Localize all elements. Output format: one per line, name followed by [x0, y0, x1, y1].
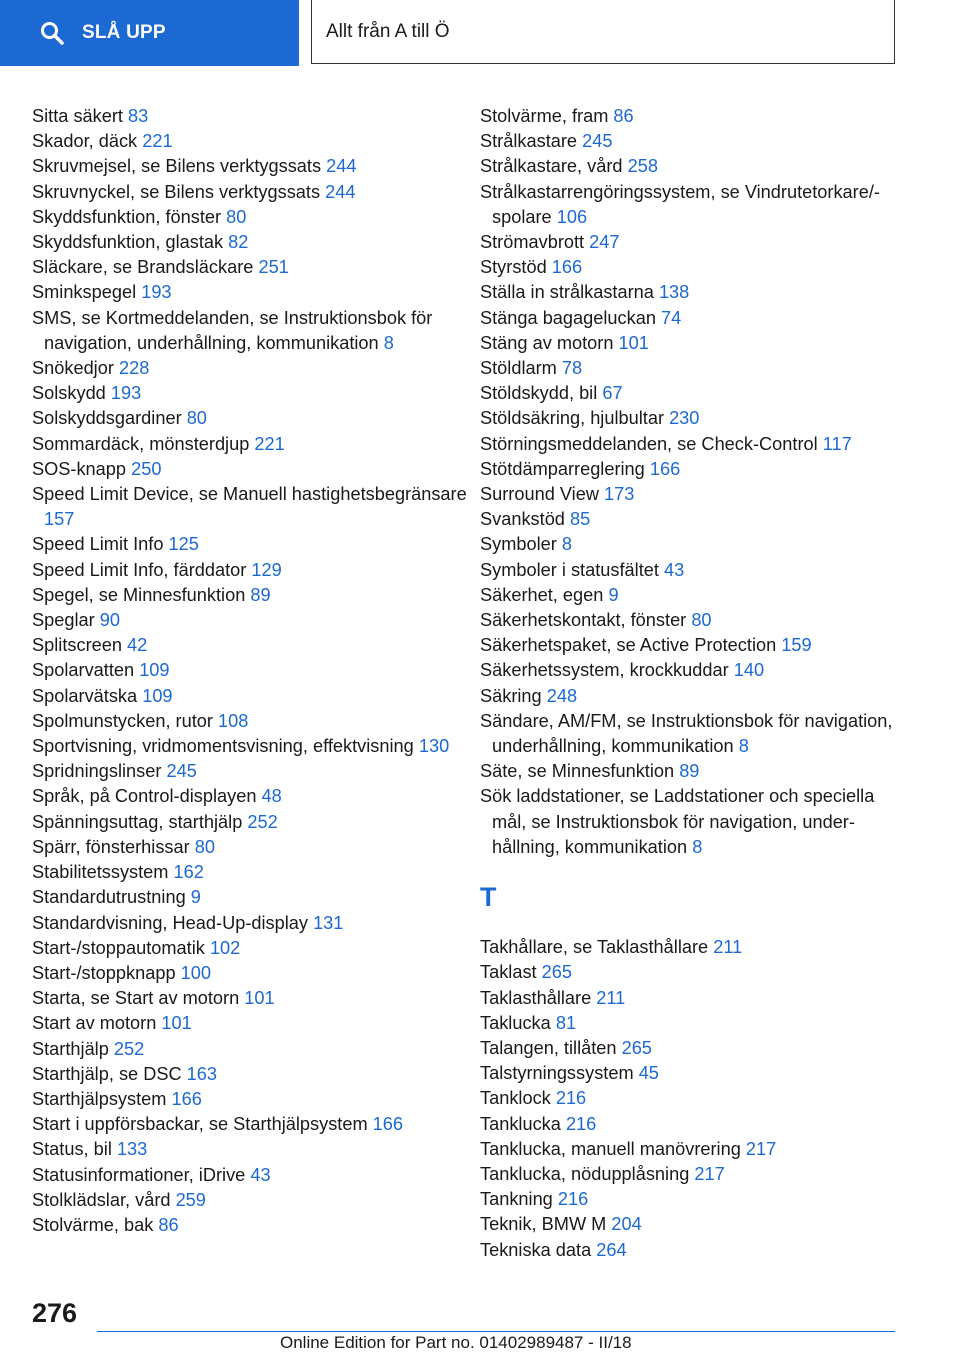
page-reference-link[interactable]: 250	[131, 458, 162, 479]
index-entry-text: Säkerhetskontakt, fönster	[480, 610, 687, 631]
page-reference-link[interactable]: 264	[596, 1239, 627, 1260]
index-entry	[32, 1062, 472, 1087]
index-entry-text: Säkerhetspaket, se Active Protection	[480, 635, 777, 656]
index-entry-text: Talangen, tillåten	[480, 1037, 617, 1058]
index-entry	[480, 180, 900, 230]
index-entry-text: Släckare, se Brandsläckare	[32, 257, 254, 278]
page-reference-link[interactable]: 86	[613, 106, 634, 126]
page-reference-link[interactable]: 157	[44, 509, 75, 530]
page-reference-link[interactable]: 216	[557, 1189, 589, 1210]
index-entry-text: Symboler i statusfältet	[480, 559, 659, 580]
index-entry-text: Stötdämparreglering	[480, 458, 645, 479]
index-entry-text: Snökedjor	[32, 358, 114, 379]
page-reference-link[interactable]: 85	[570, 509, 591, 530]
page-reference-link[interactable]: 252	[247, 811, 278, 832]
index-entry-text: Språk, på Control-displayen	[32, 786, 257, 807]
page-reference-link[interactable]: 101	[244, 988, 275, 1009]
index-entry-text: Strålkastare, vård	[480, 156, 623, 177]
page-reference-link[interactable]: 247	[589, 232, 620, 253]
page-reference-link[interactable]: 101	[618, 332, 649, 353]
index-entry-text: Symboler	[480, 534, 557, 555]
index-entry	[480, 1187, 900, 1212]
index-entry-text: Tanklucka	[480, 1113, 561, 1134]
page-reference-link[interactable]: 8	[692, 836, 703, 857]
page-reference-link[interactable]: 216	[565, 1113, 597, 1134]
index-entry	[32, 532, 472, 557]
page-reference-link[interactable]: 86	[158, 1214, 179, 1235]
index-entry	[32, 1188, 472, 1213]
page-reference-link[interactable]: 80	[186, 408, 207, 429]
index-entry	[32, 129, 472, 154]
page-reference-link[interactable]: 228	[118, 358, 150, 379]
index-entry	[32, 633, 472, 658]
page-reference-link[interactable]: 248	[546, 685, 578, 706]
page-reference-link[interactable]: 117	[822, 433, 852, 454]
search-button[interactable]	[0, 0, 299, 66]
index-entry	[480, 1137, 900, 1162]
index-entry-text: Skyddsfunktion, glastak	[32, 232, 224, 253]
page-reference-link[interactable]: 106	[556, 206, 588, 227]
index-entry	[32, 658, 472, 683]
index-entry-text: Säkerhetssystem, krockkuddar	[480, 660, 729, 681]
index-entry	[32, 154, 472, 179]
page-reference-link[interactable]: 166	[372, 1114, 404, 1135]
index-entry-text: Stöldskydd, bil	[480, 383, 598, 404]
search-button-label: SLÅ UPP	[82, 22, 166, 43]
index-entry	[32, 1137, 472, 1162]
index-entry	[480, 986, 900, 1011]
page-reference-link[interactable]: 221	[254, 433, 285, 454]
index-entry	[32, 810, 472, 835]
index-entry	[480, 129, 900, 154]
index-entry	[480, 784, 900, 860]
page-reference-link[interactable]: 83	[128, 106, 149, 126]
page-reference-link[interactable]: 259	[175, 1189, 206, 1210]
index-entry	[32, 583, 472, 608]
index-entry-text: Start-/stoppautomatik	[32, 937, 205, 958]
page-reference-link[interactable]: 216	[555, 1088, 587, 1109]
index-entry-text: Strömavbrott	[480, 232, 585, 253]
index-entry-text: Stänga bagageluckan	[480, 307, 656, 328]
index-entry	[480, 381, 900, 406]
index-entry-text: Skruvnyckel, se Bilens verktygssats	[32, 181, 321, 202]
index-entry-text: Taklasthållare	[480, 987, 592, 1008]
index-entry-text: Sportvisning, vridmomentsvisning, effektvisning	[32, 736, 414, 757]
page-reference-link[interactable]: 108	[218, 710, 249, 731]
index-entry-text: Stolvärme, fram	[480, 106, 609, 126]
index-entry-text: Säte, se Minnesfunktion	[480, 761, 675, 782]
page-reference-link[interactable]: 265	[541, 962, 573, 983]
page-reference-link[interactable]: 230	[669, 408, 700, 429]
index-entry-text: Start-/stoppknapp	[32, 962, 176, 983]
index-entry	[480, 608, 900, 633]
page-reference-link[interactable]: 217	[694, 1163, 725, 1184]
index-entry	[480, 406, 900, 431]
page-reference-link[interactable]: 8	[561, 534, 573, 555]
index-entry-text: Spolmunstycken, rutor	[32, 710, 213, 731]
index-entry-text: Skruvmejsel, se Bilens verktygssats	[32, 156, 322, 177]
page-reference-link[interactable]: 244	[325, 181, 356, 202]
page-reference-link[interactable]: 45	[638, 1063, 659, 1084]
index-entry	[480, 558, 900, 583]
page-reference-link[interactable]: 109	[139, 660, 170, 681]
index-entry	[480, 356, 900, 381]
index-entry-text: Tekniska data	[480, 1239, 592, 1260]
index-entry	[480, 154, 900, 179]
index-entry-text: Styrstöd	[480, 257, 547, 278]
index-entry	[480, 658, 900, 683]
index-entry-text: Spridningslinser	[32, 761, 162, 782]
index-entry	[32, 1087, 472, 1112]
index-entry-text: SMS, se Kortmeddelanden, se Instruktionsbok för navigation, underhållning, kommunikation	[32, 307, 433, 353]
index-entry	[32, 180, 472, 205]
index-entry-text: Solskydd	[32, 383, 106, 404]
page-reference-link[interactable]: 140	[733, 660, 765, 681]
page-reference-link[interactable]: 81	[555, 1012, 577, 1033]
index-entry	[480, 230, 900, 255]
index-entry-text: Solskyddsgardiner	[32, 408, 182, 429]
index-entry-text: Spolarvatten	[32, 660, 135, 681]
page-reference-link[interactable]: 67	[602, 383, 623, 404]
index-entry-text: Speed Limit Info	[32, 534, 164, 555]
page-reference-link[interactable]: 252	[113, 1038, 145, 1059]
index-entry	[32, 860, 472, 885]
index-entry	[32, 1037, 472, 1062]
page-reference-link[interactable]: 43	[663, 559, 685, 580]
index-entry	[480, 583, 900, 608]
index-entry	[480, 507, 900, 532]
page-reference-link[interactable]: 173	[604, 484, 635, 505]
page-reference-link[interactable]: 78	[561, 358, 583, 379]
page-reference-link[interactable]: 102	[209, 937, 241, 958]
index-entry-text: Säkerhet, egen	[480, 584, 604, 605]
page-reference-link[interactable]: 48	[261, 786, 282, 807]
index-entry-text: Skyddsfunktion, fönster	[32, 206, 222, 227]
index-entry-text: Strålkastarrengöringssystem, se Vindrutetorkare/-spolare	[480, 181, 880, 227]
index-entry	[32, 784, 472, 809]
page-reference-link[interactable]: 80	[194, 836, 215, 857]
index-entry	[480, 960, 900, 985]
page-reference-link[interactable]: 166	[171, 1088, 202, 1109]
index-entry-text: Surround View	[480, 484, 599, 505]
index-entry-text: Talstyrningssystem	[480, 1063, 634, 1084]
index-entry	[480, 1061, 900, 1086]
page-reference-link[interactable]: 163	[186, 1063, 218, 1084]
page-reference-link[interactable]: 211	[596, 987, 626, 1008]
page-reference-link[interactable]: 258	[627, 156, 658, 177]
index-entry-text: Säkring	[480, 685, 542, 706]
search-icon	[40, 21, 64, 45]
index-entry-text: Starthjälp	[32, 1038, 109, 1059]
index-letter-heading: T	[480, 882, 497, 913]
index-entry	[32, 280, 472, 305]
page-reference-link[interactable]: 101	[161, 1013, 192, 1034]
index-entry	[480, 482, 900, 507]
index-entry-text: Starta, se Start av motorn	[32, 988, 240, 1009]
index-entry	[32, 885, 472, 910]
page-reference-link[interactable]: 244	[326, 156, 357, 177]
index-entry-text: Spolarvätska	[32, 685, 138, 706]
page-reference-link[interactable]: 9	[608, 584, 619, 605]
index-entry	[480, 457, 900, 482]
index-entry-text: Tanklock	[480, 1088, 551, 1109]
page-reference-link[interactable]: 89	[250, 584, 271, 605]
index-entry	[32, 255, 472, 280]
index-entry-text: Tankning	[480, 1189, 553, 1210]
index-entry	[32, 104, 472, 129]
page-reference-link[interactable]: 8	[383, 332, 394, 353]
index-entry-text: Status, bil	[32, 1139, 112, 1160]
index-entry-text: Speed Limit Device, se Manuell hastighetsbegränsare	[32, 484, 467, 505]
index-entry	[480, 1036, 900, 1061]
index-entry-text: Spänningsuttag, starthjälp	[32, 811, 243, 832]
index-entry-text: Stabilitetssystem	[32, 862, 169, 883]
index-entry	[32, 381, 472, 406]
index-entry-text: Start i uppförsbackar, se Starthjälpsystem	[32, 1114, 368, 1135]
index-entry	[480, 104, 900, 129]
index-entry	[32, 1163, 472, 1188]
page-reference-link[interactable]: 166	[551, 257, 583, 278]
index-entry	[480, 306, 900, 331]
section-title: Allt från A till Ö	[326, 20, 450, 42]
page-reference-link[interactable]: 193	[141, 282, 172, 303]
index-entry	[32, 558, 472, 583]
index-entry	[32, 457, 472, 482]
index-column-left	[32, 104, 472, 1238]
index-entry	[480, 331, 900, 356]
index-entry-text: Standardutrustning	[32, 887, 186, 908]
index-entry-text: Stöldsäkring, hjulbultar	[480, 408, 664, 429]
index-entry	[32, 306, 472, 356]
index-entry-text: Teknik, BMW M	[480, 1214, 607, 1235]
page-reference-link[interactable]: 221	[142, 131, 173, 152]
index-entry-text: Sändare, AM/FM, se Instruktionsbok för navigation, underhållning, kommunikation	[480, 710, 893, 757]
page-reference-link[interactable]: 138	[658, 282, 690, 303]
index-entry-text: Statusinformationer, iDrive	[32, 1164, 246, 1185]
page-reference-link[interactable]: 204	[611, 1214, 642, 1235]
index-entry	[32, 911, 472, 936]
page-reference-link[interactable]: 9	[190, 887, 201, 908]
index-entry	[480, 1086, 900, 1111]
page-reference-link[interactable]: 8	[738, 736, 749, 757]
page-reference-link[interactable]: 265	[621, 1037, 652, 1058]
page-reference-link[interactable]: 166	[649, 458, 681, 479]
page-reference-link[interactable]: 245	[582, 131, 613, 152]
index-entry-text: Svankstöd	[480, 509, 565, 530]
index-entry	[480, 684, 900, 709]
index-entry	[480, 280, 900, 305]
index-entry	[480, 1238, 900, 1263]
index-entry-text: Starthjälp, se DSC	[32, 1063, 182, 1084]
index-entry-text: Störningsmeddelanden, se Check-Control	[480, 433, 818, 454]
index-entry-text: SOS-knapp	[32, 458, 127, 479]
index-entry-text: Takhållare, se Taklasthållare	[480, 937, 709, 958]
page-reference-link[interactable]: 159	[781, 635, 812, 656]
index-entry-text: Taklast	[480, 962, 537, 983]
index-entry	[32, 356, 472, 381]
index-entry	[32, 709, 472, 734]
index-entry-text: Speglar	[32, 610, 95, 631]
footer-edition-text: Online Edition for Part no. 01402989487 - II/18	[280, 1333, 632, 1352]
page-reference-link[interactable]: 89	[679, 761, 700, 782]
page-reference-link[interactable]: 125	[168, 534, 199, 555]
page-reference-link[interactable]: 217	[745, 1138, 777, 1159]
index-entry-text: Ställa in strålkastarna	[480, 282, 654, 303]
index-entry-text: Taklucka	[480, 1012, 551, 1033]
index-entry-text: Spegel, se Minnesfunktion	[32, 584, 246, 605]
index-entry-text: Tanklucka, manuell manövrering	[480, 1138, 741, 1159]
index-entry-text: Sminkspegel	[32, 282, 137, 303]
page-reference-link[interactable]: 109	[142, 685, 173, 706]
index-entry-text: Skador, däck	[32, 131, 138, 152]
index-entry-text: Speed Limit Info, färddator	[32, 559, 247, 580]
index-entry-text: Strålkastare	[480, 131, 578, 152]
index-entry-text: Start av motorn	[32, 1013, 157, 1034]
page-reference-link[interactable]: 245	[166, 761, 197, 782]
page-reference-link[interactable]: 211	[713, 937, 743, 958]
index-group-t	[480, 935, 900, 1263]
index-entry	[32, 482, 472, 532]
index-entry	[32, 406, 472, 431]
page-reference-link[interactable]: 90	[99, 610, 120, 631]
page-reference-link[interactable]: 193	[110, 383, 142, 404]
index-entry	[32, 230, 472, 255]
index-entry	[32, 432, 472, 457]
index-entry-text: Tanklucka, nödupplåsning	[480, 1163, 690, 1184]
index-entry	[32, 986, 472, 1011]
index-entry	[32, 734, 472, 759]
page-reference-link[interactable]: 251	[258, 257, 289, 278]
index-entry-text: Spärr, fönsterhissar	[32, 836, 190, 857]
index-entry	[480, 1011, 900, 1036]
page-number: 276	[32, 1298, 78, 1328]
index-entry-text: Sommardäck, mönsterdjup	[32, 433, 250, 454]
index-entry	[480, 759, 900, 784]
index-entry	[32, 684, 472, 709]
page-reference-link[interactable]: 131	[313, 912, 344, 933]
index-entry	[480, 1212, 900, 1237]
index-entry	[32, 1213, 472, 1238]
index-entry-text: Standardvisning, Head-Up-display	[32, 912, 308, 933]
index-entry-text: Stolvärme, bak	[32, 1214, 154, 1235]
index-column-right	[480, 104, 900, 1263]
index-entry	[480, 432, 900, 457]
index-entry-text: Stolklädslar, vård	[32, 1189, 171, 1210]
page-reference-link[interactable]: 129	[251, 559, 282, 580]
index-entry	[480, 1162, 900, 1187]
index-entry-text: Sök laddstationer, se Laddstationer och speciella mål, se Instruktionsbok för navigation, underhållning, kommunikation	[480, 786, 875, 857]
index-entry-text: Sitta säkert	[32, 106, 123, 126]
index-entry	[32, 961, 472, 986]
index-group-s-continued	[480, 104, 900, 860]
index-entry-text: Splitscreen	[32, 635, 122, 656]
index-entry	[480, 633, 900, 658]
index-entry	[32, 1011, 472, 1036]
index-entry	[480, 532, 900, 557]
index-entry	[32, 936, 472, 961]
index-entry	[480, 255, 900, 280]
page-reference-link[interactable]: 133	[116, 1139, 148, 1160]
page-reference-link[interactable]: 43	[250, 1164, 271, 1185]
page-reference-link[interactable]: 130	[418, 736, 450, 757]
index-entry	[32, 759, 472, 784]
index-entry	[32, 835, 472, 860]
page-reference-link[interactable]: 80	[226, 206, 247, 227]
page-reference-link[interactable]: 162	[173, 862, 204, 883]
page-reference-link[interactable]: 74	[661, 307, 682, 328]
page-reference-link[interactable]: 100	[180, 962, 211, 983]
page-reference-link[interactable]: 42	[127, 635, 148, 656]
index-entry-text: Starthjälpsystem	[32, 1088, 167, 1109]
index-entry	[32, 1112, 472, 1137]
index-entry	[480, 935, 900, 960]
index-entry-text: Stöldlarm	[480, 358, 557, 379]
index-entry	[480, 1112, 900, 1137]
page-reference-link[interactable]: 82	[228, 232, 249, 253]
top-navigation-bar	[0, 0, 960, 66]
section-title-link[interactable]	[311, 0, 895, 64]
index-entry-text: Stäng av motorn	[480, 332, 614, 353]
footer-divider	[97, 1331, 895, 1332]
index-entry	[480, 709, 900, 759]
page-reference-link[interactable]: 80	[691, 610, 712, 631]
index-entry	[32, 205, 472, 230]
index-entry	[32, 608, 472, 633]
